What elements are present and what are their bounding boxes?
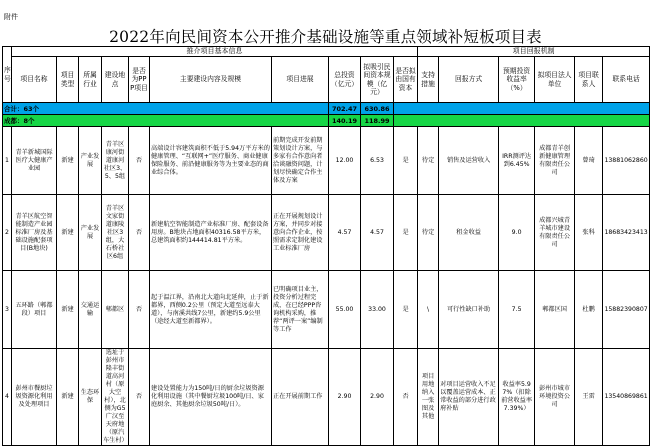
cell-name: 青羊新城国际医疗大健康产业园	[12, 127, 57, 195]
cell-phone: 13881062860	[603, 127, 650, 195]
cell-industry: 交通运输	[79, 271, 102, 349]
cell-content: 起于温江界，沿南北大道向北延伸，止于新都界，西侧0.2公里（预定大道至远泰大道），与南溪共线7公里，新建约5.9公里（途经大道至新都界）。	[150, 271, 272, 349]
subtotal-row	[3, 115, 650, 127]
document-title: 2022年向民间资本公开推介基础设施等重点领域补短板项目表	[109, 28, 542, 46]
cell-return-method: 对项目运营收入不足以覆盖运营成本、正常收益的部分进行政府补贴	[439, 349, 499, 446]
cell-phone: 18683423413	[603, 195, 650, 271]
column-header-row	[3, 57, 650, 103]
column-header-location: 建设地点	[102, 57, 129, 103]
table-row	[3, 127, 650, 195]
cell-ppp: 否	[129, 271, 150, 349]
column-header-total-invest: 总投资（亿元）	[329, 57, 361, 103]
cell-progress: 前期完成开发前期策划设计方案，与多家有合作意向者洽谈融资问题，计划尽快确定合作主体及方案	[272, 127, 329, 195]
cell-support: 待定	[418, 195, 439, 271]
cell-seq: 3	[3, 271, 12, 349]
total-row	[3, 103, 650, 115]
cell-support: 待定	[418, 127, 439, 195]
cell-contact: 王雷	[575, 349, 603, 446]
cell-seq: 4	[3, 349, 12, 446]
table-row	[3, 195, 650, 271]
cell-state-capital: 否	[394, 349, 418, 446]
column-header-legal-entity: 拟项目法人单位	[535, 57, 575, 103]
cell-progress: 正在开展前期工作	[272, 349, 329, 446]
cell-progress: 已明确项目业主，投资分析过程完成，在已经PPP咨询机构采购，推荐“两评一案”编制等工作	[272, 271, 329, 349]
cell-name: 青羊区航空智能制造产业园标准厂房及基础设施配套项目(B地块)	[12, 195, 57, 271]
table-row	[3, 271, 650, 349]
cell-private-invest: 6.53	[361, 127, 394, 195]
total-invest-sum: 702.47	[329, 103, 361, 115]
project-table	[2, 46, 650, 446]
subtotal-label: 成都：8个	[3, 115, 329, 127]
cell-total-invest: 2.90	[329, 349, 361, 446]
cell-contact: 张科	[575, 195, 603, 271]
cell-private-invest: 2.90	[361, 349, 394, 446]
cell-legal-entity: 郫都区国	[535, 271, 575, 349]
column-header-phone: 联系电话	[603, 57, 650, 103]
column-header-name: 项目名称	[12, 57, 57, 103]
group-header-financing: 项目回报机制	[418, 47, 650, 57]
cell-total-invest: 55.00	[329, 271, 361, 349]
cell-legal-entity: 成都兴城青羊城市建设有限责任公司	[535, 195, 575, 271]
group-header-basic: 推介项目基本信息	[12, 47, 418, 57]
cell-location: 青羊区康河街道康河社区3、5、5组	[102, 127, 129, 195]
cell-private-invest: 33.00	[361, 271, 394, 349]
cell-irr: 9.0	[499, 195, 535, 271]
cell-ppp: 否	[129, 195, 150, 271]
column-header-state-capital: 是否拟由国有资本	[394, 57, 418, 103]
column-header-contact: 项目联系人	[575, 57, 603, 103]
column-header-type: 项目类型	[57, 57, 79, 103]
column-header-irr: 预期投资收益率（%）	[499, 57, 535, 103]
cell-seq: 2	[3, 195, 12, 271]
cell-location: 青羊区文家街道康陵社区3组，大石桥社区6组	[102, 195, 129, 271]
cell-support: 项目用地纳入一张图及其他	[418, 349, 439, 446]
column-header-industry: 所属行业	[79, 57, 102, 103]
cell-return-method: 租金收益	[439, 195, 499, 271]
cell-return-method: 可行性缺口补助	[439, 271, 499, 349]
group-header-row	[3, 47, 650, 57]
cell-total-invest: 4.57	[329, 195, 361, 271]
cell-seq: 1	[3, 127, 12, 195]
cell-type: 新建	[57, 271, 79, 349]
cell-name: 五环路（郫都段）项目	[12, 271, 57, 349]
cell-type: 新建	[57, 127, 79, 195]
cell-location: 郫都区	[102, 271, 129, 349]
column-header-content: 主要建设内容及规模	[150, 57, 272, 103]
cell-type: 新建	[57, 349, 79, 446]
cell-ppp: 否	[129, 349, 150, 446]
cell-industry: 产业发展	[79, 127, 102, 195]
total-label: 合计：63个	[3, 103, 329, 115]
cell-total-invest: 12.00	[329, 127, 361, 195]
cell-support: \	[418, 271, 439, 349]
cell-irr: 收益率5.97%（扣除前营收益率7.39%）	[499, 349, 535, 446]
cell-state-capital: 是	[394, 127, 418, 195]
cell-state-capital: 是	[394, 271, 418, 349]
cell-content: 新建航空智能制造产业标准厂房、配套设备用房。B地块占地面积40316.58平方米，总建筑面积约144414.81平方米。	[150, 195, 272, 271]
column-header-return-method: 回报方式	[439, 57, 499, 103]
cell-ppp: 否	[129, 127, 150, 195]
table-row	[3, 349, 650, 446]
cell-irr: IRR测评达到6.45%	[499, 127, 535, 195]
column-header-private-invest: 拟吸引民间资本规模（亿元）	[361, 57, 394, 103]
subtotal-row-blank	[394, 115, 650, 127]
cell-name: 彭州市餐厨垃圾资源化利用及处理项目	[12, 349, 57, 446]
attachment-label: 附件	[4, 13, 18, 21]
column-header-ppp: 是否为PPP项目	[129, 57, 150, 103]
cell-industry: 生态环保	[79, 349, 102, 446]
cell-content: 高端设计容建筑面积不低于5.94万平方米的健康管理、“互联网+”医疗服务、商业健康保险服务、前沿健康服务等为主要业态的商业综合体。	[150, 127, 272, 195]
cell-location: 选址于彭州市隆丰街道高河村（原大空村），北侧为G5广汉至天府地（原汽车生村）	[103, 349, 128, 444]
column-header-support: 支持措施	[418, 57, 439, 103]
total-row-blank	[394, 103, 650, 115]
cell-content: 建设处置能力为150吨/日的厨余垃圾资源化利用设施（其中餐厨垃圾100吨/日、家庭厨余、其他厨余垃圾50吨/日）。	[150, 349, 272, 446]
cell-phone: 13540869861	[603, 349, 650, 446]
cell-state-capital: 是	[394, 195, 418, 271]
cell-progress: 正在开展规划设计方案，并同步对接意向合作企业，按照需求定制化建设工业标准厂房	[272, 195, 329, 271]
cell-contact: 杜鹏	[575, 271, 603, 349]
cell-contact: 曾琦	[575, 127, 603, 195]
subtotal-private-sum: 118.99	[361, 115, 394, 127]
cell-type: 新建	[57, 195, 79, 271]
column-header-seq: 序号	[3, 47, 12, 103]
cell-private-invest: 4.57	[361, 195, 394, 271]
cell-phone: 15882390807	[603, 271, 650, 349]
total-private-sum: 630.86	[361, 103, 394, 115]
column-header-progress: 项目进展	[272, 57, 329, 103]
subtotal-invest-sum: 140.19	[329, 115, 361, 127]
cell-return-method: 销售及运营收入	[439, 127, 499, 195]
cell-irr: 7.5	[499, 271, 535, 349]
cell-industry: 产业发展	[79, 195, 102, 271]
cell-legal-entity: 成都青羊创新健康管理有限责任公司	[535, 127, 575, 195]
cell-legal-entity: 彭州市城市环境投资公司	[535, 349, 575, 446]
